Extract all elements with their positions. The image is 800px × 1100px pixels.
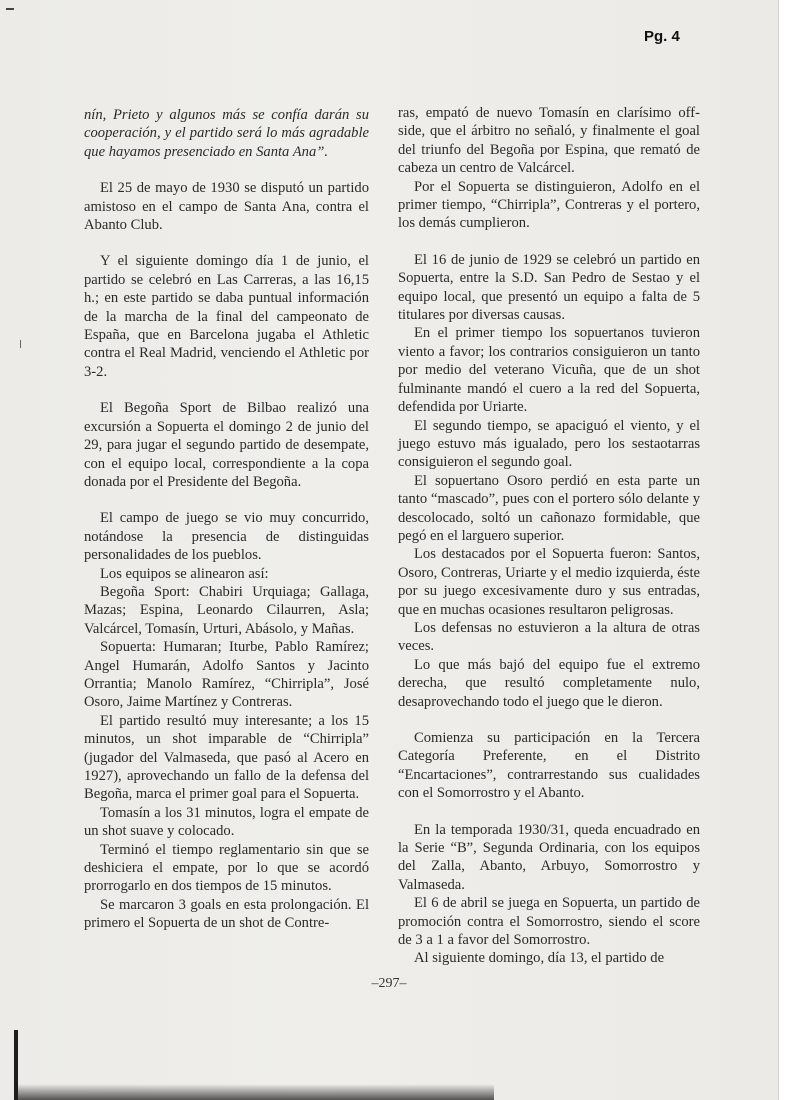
paragraph: El segundo tiempo, se apaciguó el viento, y el juego estuvo más igualado, pero los sestaotarras consiguieron el segundo goal. (398, 417, 700, 471)
paragraph: El Begoña Sport de Bilbao realizó una excursión a Sopuerta el domingo 2 de junio del 29, para jugar el segundo partido de desempate, con el equipo local, correspondiente a la copa donada por el Presidente del Begoña. (84, 400, 369, 490)
paragraph: El sopuertano Osoro perdió en esta parte un tanto “mascado”, pues con el portero sólo delante y descolocado, soltó un cañonazo formidable, que pegó en el larguero superior. (398, 472, 700, 544)
paragraph: En el primer tiempo los sopuertanos tuvieron viento a favor; los contrarios consiguieron un tanto por medio del veterano Vicuña, que de un shot fulminante mandó el cuero a la red del Sopuerta, defendida por Uriarte. (398, 325, 700, 416)
paragraph: Tomasín a los 31 minutos, logra el empate de un shot suave y colocado. (84, 804, 369, 840)
paragraph: El 25 de mayo de 1930 se disputó un partido amistoso en el campo de Santa Ana, contra el Abanto Club. (84, 180, 369, 234)
paragraph: En la temporada 1930/31, queda encuadrado en la Serie “B”, Segunda Ordinaria, con los equipos del Zalla, Abanto, Arbuyo, Somorrostro y Valmaseda. (398, 821, 700, 893)
scan-speck (20, 340, 21, 348)
paragraph: nín, Prieto y algunos más se confía darán su cooperación, y el partido será lo más agradable que hayamos presenciado en Santa Ana”. (84, 107, 369, 160)
paragraph: El 6 de abril se juega en Sopuerta, un partido de promoción contra el Somorrostro, siendo el score de 3 a 1 a favor del Somorrostro. (398, 895, 700, 949)
paragraph: El partido resultó muy interesante; a los 15 minutos, un shot imparable de “Chirripla” (jugador del Valmaseda, que pasó al Acero en 1927), aprovechando un fallo de la defensa del Begoña, marca el primer goal para el Sopuerta. (84, 712, 369, 803)
paragraph: Al siguiente domingo, día 13, el partido de (414, 950, 665, 967)
scan-bottom-shadow (14, 1084, 494, 1100)
paragraph: Lo que más bajó del equipo fue el extremo derecha, que resultó completamente nulo, desaprovechando todo el juego que le dieron. (398, 656, 700, 710)
paragraph: Los defensas no estuvieron a la altura de otras veces. (398, 619, 700, 655)
scan-speck (6, 8, 14, 10)
page-number: –297– (371, 976, 407, 991)
paragraph: Comienza su participación en la Tercera Categoría Preferente, en el Distrito “Encartaciones”, contrarrestando sus cualidades con el Somorrostro y el Abanto. (398, 730, 700, 802)
paragraph: El 16 de junio de 1929 se celebró un partido en Sopuerta, entre la S.D. San Pedro de Sestao y el equipo local, que presentó un equipo a falta de 5 titulares por diversas causas. (398, 251, 700, 324)
paragraph: Por el Sopuerta se distinguieron, Adolfo en el primer tiempo, “Chirripla”, Contreras y el portero, los demás cumplieron. (398, 178, 700, 232)
paragraph: Se marcaron 3 goals en esta prolongación. El primero el Sopuerta de un shot de Contre- (84, 896, 369, 932)
paragraph: ras, empató de nuevo Tomasín en clarísimo off-side, que el árbitro no señaló, y finalmente el goal del triunfo del Begoña por Espina, que remató de cabeza un centro de Valcárcel. (398, 105, 700, 177)
page-tag: Pg. 4 (644, 28, 680, 45)
paragraph: Y el siguiente domingo día 1 de junio, el partido se celebró en Las Carreras, a las 16,15 h.; en este partido se daba puntual información de la marcha de la final del campeonato de España, que en Barcelona jugaba el Athletic contra el Real Madrid, venciendo el Athletic por 3-2. (84, 253, 369, 380)
left-column (84, 106, 369, 933)
paragraph: Sopuerta: Humaran; Iturbe, Pablo Ramírez; Angel Humarán, Adolfo Santos y Jacinto Orrantia; Manolo Ramírez, “Chirripla”, José Osoro, Jaime Martínez y Contreras. (84, 639, 369, 711)
scan-margin (778, 0, 800, 1100)
paragraph: El campo de juego se vio muy concurrido, notándose la presencia de distinguidas personalidades de los pueblos. (84, 510, 369, 564)
right-column (398, 104, 700, 968)
paragraph: Begoña Sport: Chabiri Urquiaga; Gallaga, Mazas; Espina, Leonardo Cilaurren, Asla; Valcárcel, Tomasín, Urturi, Abásolo, y Mañas. (84, 583, 369, 637)
paragraph: Terminó el tiempo reglamentario sin que se deshiciera el empate, por lo que se acordó prorrogarlo en dos tiempos de 15 minutos. (84, 841, 369, 895)
paragraph: Los destacados por el Sopuerta fueron: Santos, Osoro, Contreras, Uriarte y el medio izquierda, éste por su juego excesivamente duro y sus entradas, que en muchas ocasiones resultaron peligrosas. (398, 546, 700, 618)
paragraph: Los equipos se alinearon así: (100, 565, 269, 582)
